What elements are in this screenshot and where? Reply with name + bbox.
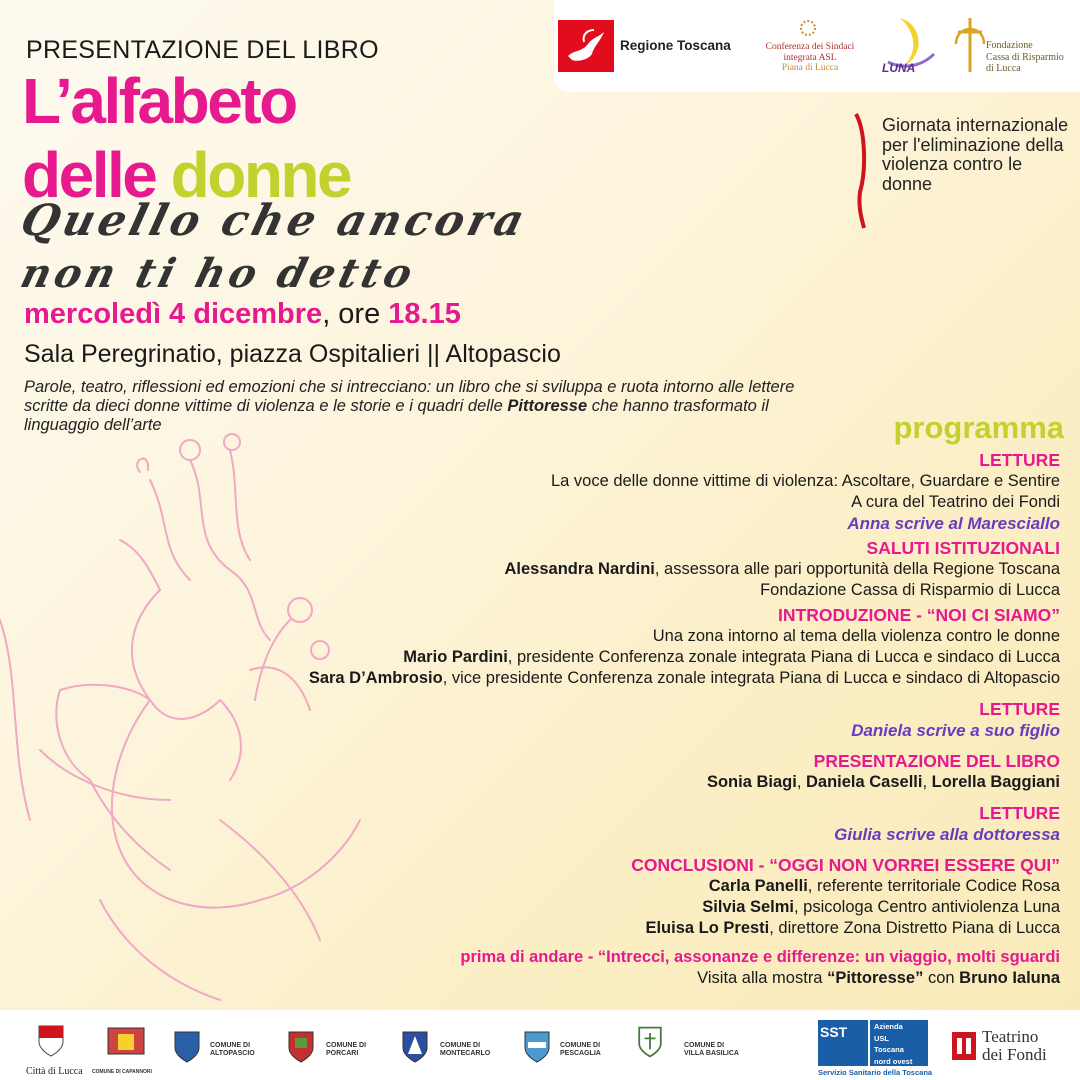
event-description: Parole, teatro, riflessioni ed emozioni che si intrecciano: un libro che si sviluppa e ruota intorno alle lettere scritte da dieci donne vittime di violenza e le storie e i quadri delle Pittoresse che hanno trasformato il linguaggio dell’arte xyxy=(24,378,795,434)
section-title-letture-3: LETTURE xyxy=(979,803,1060,823)
book-title-word-delle: delle xyxy=(22,139,156,211)
capannori-crest-icon xyxy=(104,1024,148,1060)
section-title-letture-1: LETTURE xyxy=(979,450,1060,470)
section-title-introduzione: INTRODUZIONE - “NOI CI SIAMO” xyxy=(778,605,1060,625)
section-title-conclusioni: CONCLUSIONI - “OGGI NON VORREI ESSERE QUI” xyxy=(631,855,1060,875)
program-line: Alessandra Nardini, assessora alle pari opportunità della Regione Toscana xyxy=(504,560,1060,578)
book-subtitle-line1: Quello che ancora xyxy=(15,196,533,246)
program-line: Mario Pardini, presidente Conferenza zonale integrata Piana di Lucca e sindaco di Lucca xyxy=(403,648,1060,666)
reading-title: Giulia scrive alla dottoressa xyxy=(834,825,1060,844)
regione-toscana-label: Regione Toscana xyxy=(620,38,731,53)
conferenza-sindaci-icon xyxy=(798,18,818,38)
program-line: Visita alla mostra “Pittoresse” con Bruno Ialuna xyxy=(697,969,1060,987)
program-line: A cura del Teatrino dei Fondi xyxy=(851,493,1060,511)
fondazione-cassa-label: Fondazione Cassa di Risparmio di Lucca xyxy=(986,40,1064,74)
program-line: Una zona intorno al tema della violenza contro le donne xyxy=(652,627,1060,645)
event-time-sep: , ore xyxy=(322,298,381,330)
program-line: Fondazione Cassa di Risparmio di Lucca xyxy=(760,581,1060,599)
event-time: 18.15 xyxy=(388,298,461,330)
reading-title: Anna scrive al Maresciallo xyxy=(847,514,1060,533)
prima-di-andare: prima di andare - “Intrecci, assonanze e differenze: un viaggio, molti sguardi xyxy=(460,948,1060,966)
event-venue: Sala Peregrinatio, piazza Ospitalieri || Altopascio xyxy=(24,340,561,368)
program-line: Eluisa Lo Presti, direttore Zona Distretto Piana di Lucca xyxy=(645,919,1060,937)
program-line: La voce delle donne vittime di violenza: Ascoltare, Guardare e Sentire xyxy=(550,472,1060,490)
section-title-saluti: SALUTI ISTITUZIONALI xyxy=(866,538,1060,558)
regione-toscana-pegasus-icon xyxy=(558,20,614,72)
book-title-line1: L’alfabeto xyxy=(22,65,296,137)
event-date xyxy=(24,298,461,331)
altopascio-crest-icon xyxy=(172,1028,202,1064)
municipality-logo-footer xyxy=(0,1010,1080,1080)
fondazione-cassa-icon xyxy=(950,14,990,76)
reading-title: Daniela scrive a suo figlio xyxy=(851,721,1060,740)
book-title-word-donne: donne xyxy=(170,139,351,211)
montecarlo-label: COMUNE DI MONTECARLO xyxy=(440,1042,491,1057)
sst-label: SST xyxy=(820,1024,848,1040)
pescaglia-label: COMUNE DI PESCAGLIA xyxy=(560,1042,601,1057)
lucca-label: Città di Lucca xyxy=(26,1066,83,1077)
capannori-label: COMUNE DI CAPANNORI xyxy=(92,1069,152,1075)
teatrino-mask-icon xyxy=(950,1030,978,1062)
program-line: Sara D’Ambrosio, vice presidente Conferenza zonale integrata Piana di Lucca e sindaco di Altopascio xyxy=(308,669,1060,687)
program-title: programma xyxy=(893,410,1064,445)
pescaglia-crest-icon xyxy=(522,1028,552,1064)
pittoresse-bold: Pittoresse xyxy=(507,397,588,415)
lucca-crest-icon xyxy=(36,1022,66,1058)
altopascio-label: COMUNE DI ALTOPASCIO xyxy=(210,1042,255,1057)
porcari-label: COMUNE DI PORCARI xyxy=(326,1042,367,1057)
section-title-letture-2: LETTURE xyxy=(979,699,1060,719)
program-line: Silvia Selmi, psicologa Centro antiviolenza Luna xyxy=(702,898,1060,916)
porcari-crest-icon xyxy=(286,1028,316,1064)
giornata-internazionale-text: Giornata internazionale per l'eliminazione della violenza contro le donne xyxy=(882,115,1069,194)
servizio-sanitario-label: Servizio Sanitario della Toscana xyxy=(818,1068,933,1077)
partner-logo-bar xyxy=(554,0,1080,92)
program-line: Carla Panelli, referente territoriale Codice Rosa xyxy=(708,877,1060,895)
villa-basilica-label: COMUNE DI VILLA BASILICA xyxy=(684,1042,739,1057)
usl-toscana-logo: Azienda USL Toscana nord ovest xyxy=(870,1020,928,1066)
pretitle: PRESENTAZIONE DEL LIBRO xyxy=(26,36,379,64)
book-subtitle-line2: non ti ho detto xyxy=(16,250,421,297)
program xyxy=(140,410,1064,989)
teatrino-label: Teatrino dei Fondi xyxy=(982,1027,1047,1064)
red-ribbon-icon xyxy=(850,112,870,230)
program-line: Sonia Biagi, Daniela Caselli, Lorella Baggiani xyxy=(706,773,1060,791)
conferenza-sindaci-label: Conferenza dei Sindaci integrata ASL Piana di Lucca xyxy=(765,42,855,73)
event-day: mercoledì 4 dicembre xyxy=(24,298,323,330)
montecarlo-crest-icon xyxy=(400,1028,430,1064)
villa-basilica-crest-icon xyxy=(630,1024,670,1060)
luna-label: LUNA xyxy=(882,61,916,75)
section-title-presentazione: PRESENTAZIONE DEL LIBRO xyxy=(813,751,1060,771)
